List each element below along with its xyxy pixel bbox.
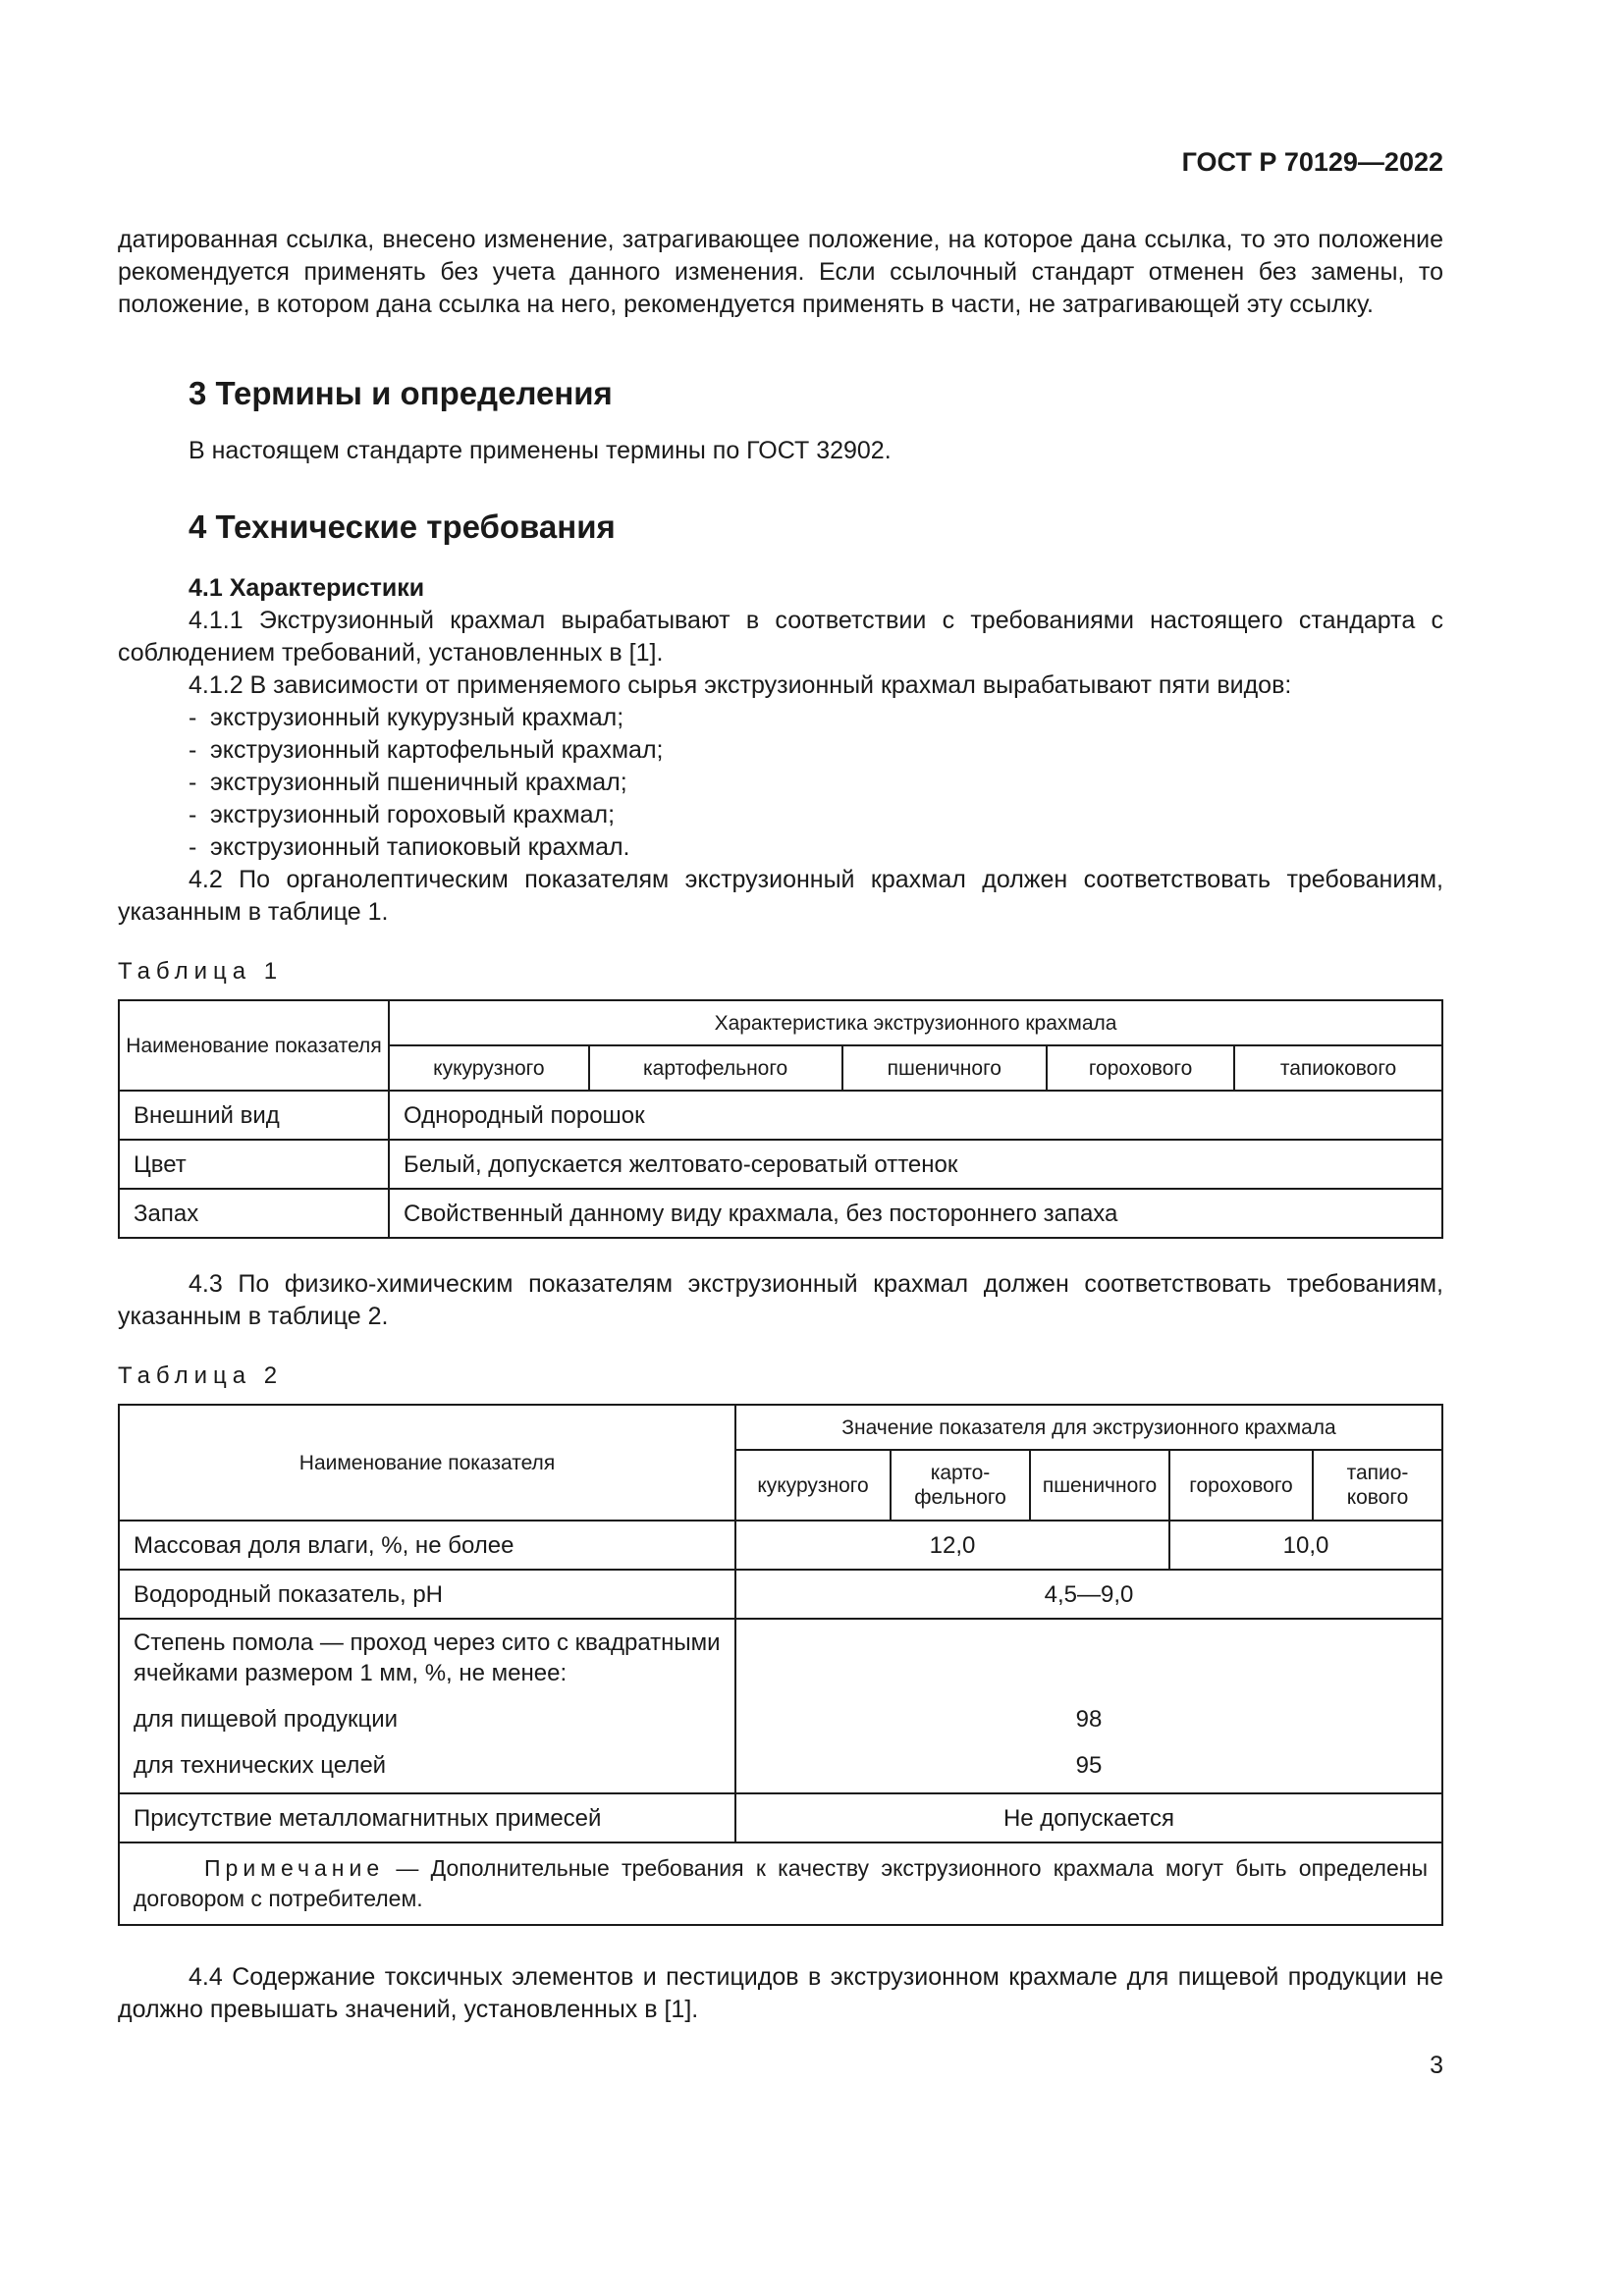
table-row — [119, 1140, 1442, 1189]
table-2-value: Не допускается — [735, 1793, 1442, 1842]
note-text: — Дополнительные требования к качеству экструзионного крахмала могут быть определены договором с потребителем. — [134, 1855, 1428, 1911]
table-2-value: 12,0 — [735, 1521, 1169, 1570]
table-1-head-group: Характеристика экструзионного крахмала — [389, 1000, 1442, 1045]
table-1 — [118, 999, 1443, 1239]
paragraph-4-3: 4.3 По физико-химическим показателям экструзионный крахмал должен соответствовать требованиям, указанным в таблице 2. — [118, 1270, 1443, 1330]
table-1-head-name: Наименование показателя — [119, 1000, 389, 1091]
table-1-row-value: Свойственный данному виду крахмала, без постороннего запаха — [389, 1189, 1442, 1238]
list-item: - экструзионный кукурузный крахмал; — [189, 704, 624, 731]
subsection-4-1-title: 4.1 Характеристики — [189, 574, 425, 602]
table-1-subheader: картофельного — [589, 1045, 842, 1091]
document-code: ГОСТ Р 70129—2022 — [1181, 147, 1443, 177]
table-2-head-group: Значение показателя для экструзионного крахмала — [735, 1405, 1442, 1450]
table-1-subheader: кукурузного — [389, 1045, 589, 1091]
list-item: - экструзионный картофельный крахмал; — [189, 736, 664, 764]
table-2-subheader: карто- фельного — [891, 1450, 1030, 1521]
section-4-body — [118, 572, 1443, 929]
paragraph-4-1-2: 4.1.2 В зависимости от применяемого сырья экструзионный крахмал вырабатывают пяти видов: — [189, 671, 1292, 699]
table-2-note — [119, 1842, 1442, 1925]
paragraph-4-3-block — [118, 1268, 1443, 1333]
table-1-row-value: Белый, допускается желтовато-сероватый оттенок — [389, 1140, 1442, 1189]
table-1-row-name: Внешний вид — [119, 1091, 389, 1140]
table-2-row-name: Степень помола — проход через сито с квадратными ячейками размером 1 мм, %, не менее: — [134, 1629, 721, 1686]
table-1-row-name: Цвет — [119, 1140, 389, 1189]
table-2-subheader: тапио- кового — [1313, 1450, 1442, 1521]
section-3-title: 3 Термины и определения — [189, 375, 613, 411]
table-1-row-value: Однородный порошок — [389, 1091, 1442, 1140]
table-2-grind-food-label: для пищевой продукции — [134, 1706, 399, 1733]
table-2-subheader: кукурузного — [735, 1450, 891, 1521]
table-row — [119, 1189, 1442, 1238]
table-row — [119, 1842, 1442, 1925]
paragraph-4-4: 4.4 Содержание токсичных элементов и пестицидов в экструзионном крахмале для пищевой продукции не должно превышать значений, установленных в [1]. — [118, 1963, 1443, 2023]
section-3-text: В настоящем стандарте применены термины по ГОСТ 32902. — [189, 437, 892, 464]
note-label: Примечание — [204, 1855, 385, 1881]
table-2 — [118, 1404, 1443, 1926]
intro-paragraph: датированная ссылка, внесено изменение, затрагивающее положение, на которое дана ссылка, то это положение рекомендуется применять без учета данного изменения. Если ссылочный стандарт отменен без замены, то положение, в котором дана ссылка на него, рекомендуется применять в части, не затрагивающей эту ссылку. — [118, 226, 1443, 318]
section-4-title: 4 Технические требования — [189, 508, 616, 545]
table-row — [119, 1793, 1442, 1842]
table-2-subheader: пшеничного — [1030, 1450, 1169, 1521]
table-2-caption: Таблица 2 — [118, 1362, 284, 1389]
table-2-row-name: Присутствие металломагнитных примесей — [119, 1793, 735, 1842]
table-2-subheader: горохового — [1169, 1450, 1313, 1521]
table-2-grind-cell — [119, 1619, 735, 1793]
paragraph-4-2: 4.2 По органолептическим показателям экструзионный крахмал должен соответствовать требованиям, указанным в таблице 1. — [118, 866, 1443, 926]
document-page — [118, 0, 1443, 2296]
table-2-grind-values — [735, 1619, 1442, 1793]
list-item: - экструзионный тапиоковый крахмал. — [189, 833, 630, 861]
table-1-row-name: Запах — [119, 1189, 389, 1238]
section-3-body — [118, 435, 1443, 467]
table-2-head-name: Наименование показателя — [119, 1405, 735, 1521]
table-1-subheader: пшеничного — [842, 1045, 1047, 1091]
intro-paragraph-block — [118, 224, 1443, 321]
table-2-value: 98 — [1075, 1706, 1103, 1733]
table-row — [119, 1091, 1442, 1140]
table-2-grind-tech-label: для технических целей — [134, 1752, 387, 1779]
table-1-subheader: горохового — [1047, 1045, 1234, 1091]
table-1-subheader: тапиокового — [1234, 1045, 1442, 1091]
starch-types-list — [118, 702, 1443, 864]
paragraph-4-4-block — [118, 1961, 1443, 2026]
table-2-row-name: Водородный показатель, pH — [119, 1570, 735, 1619]
paragraph-4-1-1: 4.1.1 Экструзионный крахмал вырабатывают в соответствии с требованиями настоящего стандарта с соблюдением требований, установленных в [1]. — [118, 607, 1443, 667]
table-2-row-name: Массовая доля влаги, %, не более — [119, 1521, 735, 1570]
page-number: 3 — [1430, 2052, 1443, 2079]
table-row — [119, 1570, 1442, 1619]
list-item: - экструзионный гороховый крахмал; — [189, 801, 616, 828]
table-row — [119, 1619, 1442, 1793]
list-item: - экструзионный пшеничный крахмал; — [189, 769, 627, 796]
table-1-caption: Таблица 1 — [118, 958, 284, 985]
table-row — [119, 1521, 1442, 1570]
table-2-value: 10,0 — [1169, 1521, 1442, 1570]
table-2-value: 4,5—9,0 — [735, 1570, 1442, 1619]
table-2-value: 95 — [1075, 1752, 1103, 1779]
